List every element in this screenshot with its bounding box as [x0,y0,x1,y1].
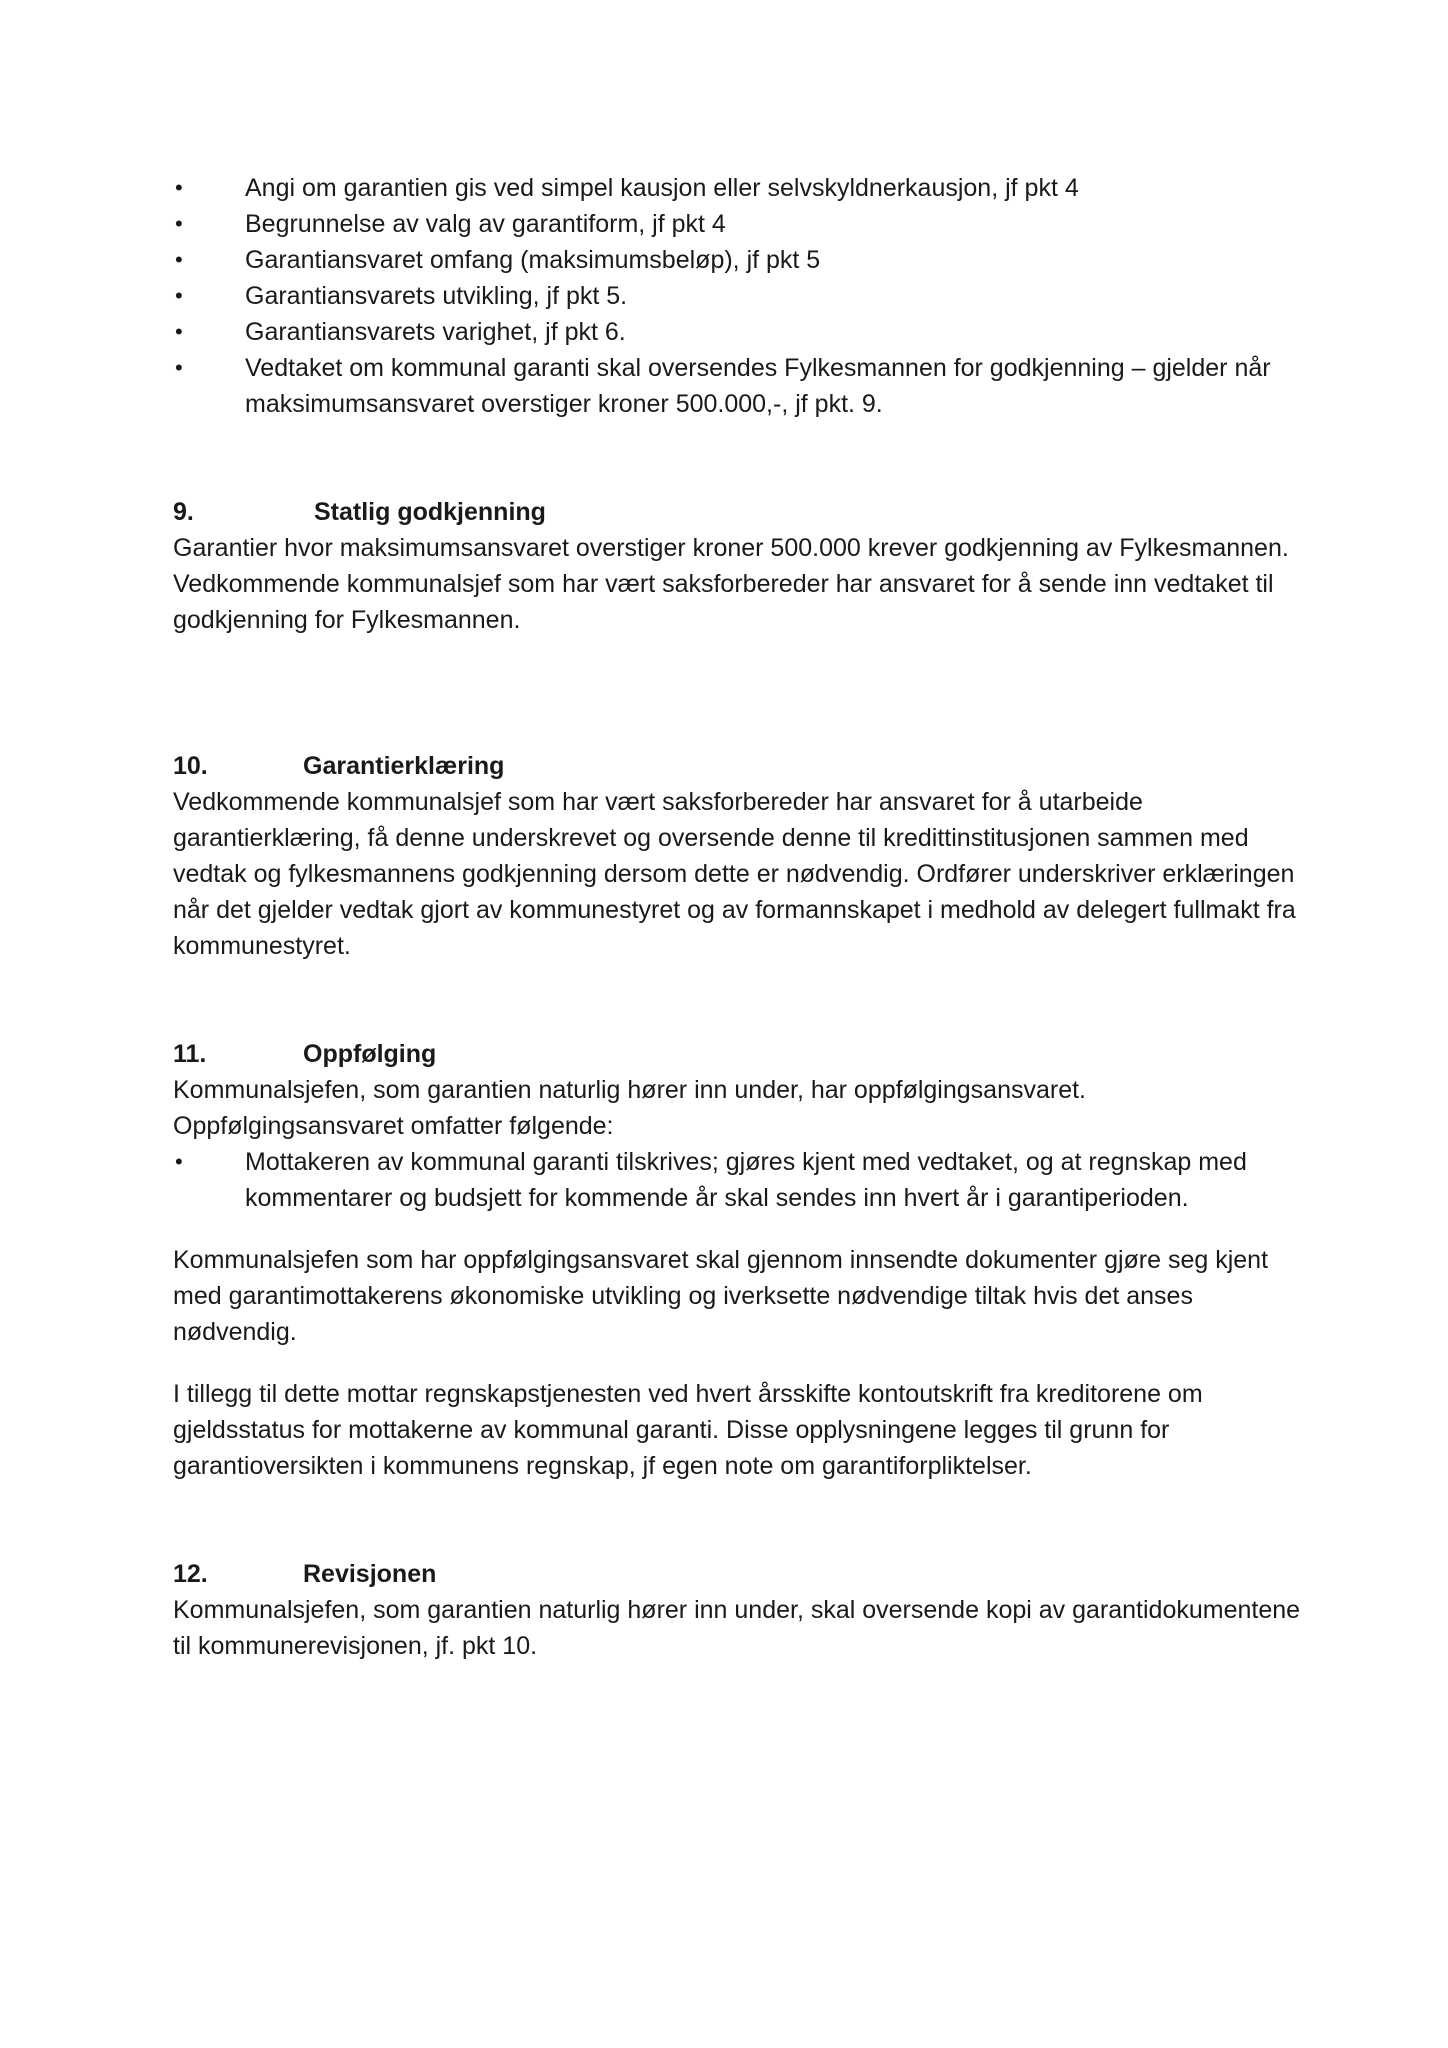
list-item [173,350,1303,422]
list-item-text: Vedtaket om kommunal garanti skal oversendes Fylkesmannen for godkjenning – gjelder når maksimumsansvaret overstiger kroner 500.000,-, jf pkt. 9. [245,354,1271,418]
section-10 [173,748,1303,964]
list-item [173,1144,1303,1216]
section-title: Garantierklæring [303,752,505,780]
section-body: Vedkommende kommunalsjef som har vært saksforbereder har ansvaret for å utarbeide garantierklæring, få denne underskrevet og oversende denne til kredittinstitusjonen sammen med vedtak og fylkesmannens godkjenning dersom dette er nødvendig. Ordfører underskriver erklæringen når det gjelder vedtak gjort av kommunestyret og av formannskapet i medhold av delegert fullmakt fra kommunestyret. [173,788,1296,960]
section-number: 9. [173,498,194,526]
bullet-icon: • [175,283,183,308]
bullet-icon: • [175,247,183,272]
document-page [173,170,1303,1664]
section-body: Kommunalsjefen, som garantien naturlig hører inn under, skal oversende kopi av garantidokumentene til kommunerevisjonen, jf. pkt 10. [173,1596,1301,1660]
list-item-text: Garantiansvarets utvikling, jf pkt 5. [245,282,628,310]
list-item-text: Garantiansvarets varighet, jf pkt 6. [245,318,626,346]
section-11 [173,1036,1303,1484]
bullet-icon: • [175,1149,183,1174]
intro-bullet-list [173,170,1303,422]
list-item [173,170,1303,206]
list-item [173,278,1303,314]
bullet-icon: • [175,319,183,344]
section-9 [173,494,1303,638]
bullet-icon: • [175,211,183,236]
list-item-text: Mottakeren av kommunal garanti tilskrives; gjøres kjent med vedtaket, og at regnskap med kommentarer og budsjett for kommende år skal sendes inn hvert år i garantiperioden. [245,1148,1247,1212]
list-item-text: Begrunnelse av valg av garantiform, jf pkt 4 [245,210,726,238]
list-item [173,314,1303,350]
list-item-text: Garantiansvaret omfang (maksimumsbeløp), jf pkt 5 [245,246,821,274]
followup-bullet-list [173,1144,1303,1216]
section-body: Garantier hvor maksimumsansvaret overstiger kroner 500.000 krever godkjenning av Fylkesmannen. Vedkommende kommunalsjef som har vært saksforbereder har ansvaret for å sende inn vedtaket til godkjenning for Fylkesmannen. [173,534,1289,634]
section-body: Kommunalsjefen, som garantien naturlig hører inn under, har oppfølgingsansvaret. Oppfølgingsansvaret omfatter følgende: [173,1076,1087,1140]
section-title: Revisjonen [303,1560,437,1588]
section-title: Statlig godkjenning [314,498,546,526]
section-number: 12. [173,1560,208,1588]
bullet-icon: • [175,175,183,200]
section-title: Oppfølging [303,1040,437,1068]
section-heading [173,1556,1303,1592]
section-number: 10. [173,752,208,780]
list-item [173,206,1303,242]
bullet-icon: • [175,355,183,380]
section-paragraph: Kommunalsjefen som har oppfølgingsansvaret skal gjennom innsendte dokumenter gjøre seg kjent med garantimottakerens økonomiske utvikling og iverksette nødvendige tiltak hvis det anses nødvendig. [173,1246,1269,1346]
section-heading [173,494,1303,530]
section-number: 11. [173,1040,207,1068]
section-paragraph: I tillegg til dette mottar regnskapstjenesten ved hvert årsskifte kontoutskrift fra kreditorene om gjeldsstatus for mottakerne av kommunal garanti. Disse opplysningene legges til grunn for garantioversikten i kommunens regnskap, jf egen note om garantiforpliktelser. [173,1380,1203,1480]
list-item-text: Angi om garantien gis ved simpel kausjon eller selvskyldnerkausjon, jf pkt 4 [245,174,1079,202]
section-heading [173,1036,1303,1072]
list-item [173,242,1303,278]
section-12 [173,1556,1303,1664]
section-heading [173,748,1303,784]
